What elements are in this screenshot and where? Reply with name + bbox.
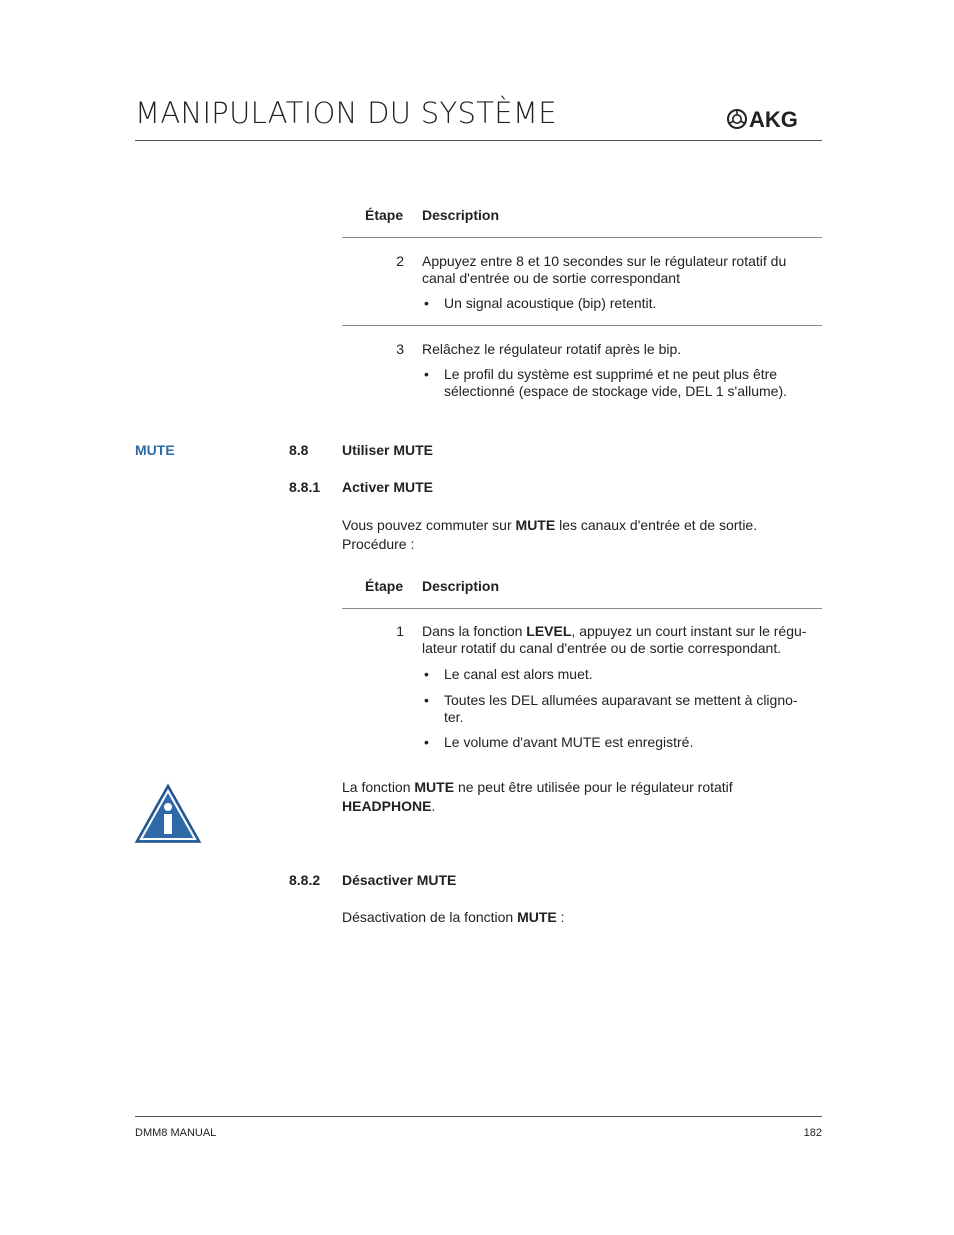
table1-header-description: Description bbox=[422, 207, 500, 223]
bullet-text: Un signal acoustique (bip) retentit. bbox=[444, 295, 657, 311]
intro-bold: MUTE bbox=[515, 517, 556, 533]
table2-header-step: Étape bbox=[365, 578, 404, 594]
bullet-text bbox=[444, 692, 798, 726]
note-bold: HEADPHONE bbox=[342, 798, 432, 814]
deactivate-paragraph bbox=[342, 909, 565, 926]
note-line bbox=[342, 778, 822, 797]
info-triangle-icon bbox=[134, 783, 202, 844]
note-text: La fonction bbox=[342, 779, 415, 795]
bullet-glyph: • bbox=[424, 734, 429, 750]
footer-rule bbox=[135, 1116, 822, 1117]
intro-text: les canaux d'entrée et de sortie. bbox=[555, 517, 758, 533]
intro-line-2: Procédure : bbox=[342, 536, 415, 552]
table2-header-description: Description bbox=[422, 578, 500, 594]
table1-header-rule bbox=[342, 237, 822, 238]
akg-logo bbox=[727, 106, 825, 132]
note-paragraph bbox=[342, 778, 822, 816]
table1-step-description bbox=[422, 253, 822, 287]
table1-row-rule bbox=[342, 325, 822, 326]
subsection-number: 8.8.2 bbox=[289, 872, 321, 888]
bullet-line: Toutes les DEL allumées auparavant se mettent à cligno- bbox=[444, 692, 798, 708]
bullet-line: Le profil du système est supprimé et ne peut plus être bbox=[444, 366, 778, 382]
deactivate-text: Désactivation de la fonction bbox=[342, 909, 518, 925]
bullet-glyph: • bbox=[424, 366, 429, 382]
step-bold: LEVEL bbox=[526, 623, 572, 639]
bullet-glyph: • bbox=[424, 295, 429, 311]
bullet-glyph: • bbox=[424, 666, 429, 682]
section-title: Utiliser MUTE bbox=[342, 442, 434, 458]
akg-logo-graphic bbox=[727, 106, 825, 132]
footer-page-number: 182 bbox=[803, 1127, 822, 1139]
bullet-text bbox=[444, 366, 787, 400]
step-line bbox=[422, 623, 822, 640]
step-text: , appuyez un court instant sur le régu- bbox=[571, 623, 807, 639]
subsection-title: Désactiver MUTE bbox=[342, 872, 457, 888]
table1-step-number: 2 bbox=[396, 253, 404, 269]
table1-step-number: 3 bbox=[396, 341, 404, 357]
table1-header-step: Étape bbox=[365, 207, 404, 223]
table2-header-rule bbox=[342, 608, 822, 609]
deactivate-bold: MUTE bbox=[517, 909, 557, 925]
step-line: canal d'entrée ou de sortie correspondant bbox=[422, 270, 680, 286]
bullet-glyph: • bbox=[424, 692, 429, 708]
note-bold: MUTE bbox=[414, 779, 455, 795]
intro-line bbox=[342, 516, 822, 535]
subsection-title: Activer MUTE bbox=[342, 479, 434, 495]
side-label-mute: MUTE bbox=[135, 442, 175, 458]
akg-logo-text: AKG bbox=[749, 107, 798, 132]
step-text: Dans la fonction bbox=[422, 623, 527, 639]
header-rule bbox=[135, 140, 822, 141]
table2-step-description bbox=[422, 623, 822, 657]
footer-manual-name: DMM8 MANUAL bbox=[135, 1127, 217, 1139]
info-icon bbox=[134, 783, 202, 844]
bullet-text: Le volume d'avant MUTE est enregistré. bbox=[444, 734, 694, 750]
table1-step-description: Relâchez le régulateur rotatif après le bip. bbox=[422, 341, 682, 357]
step-line: Appuyez entre 8 et 10 secondes sur le régulateur rotatif du bbox=[422, 253, 787, 269]
page-title: MANIPULATION DU SYSTÈME bbox=[135, 96, 557, 130]
note-text: . bbox=[431, 798, 436, 814]
intro-text: Vous pouvez commuter sur bbox=[342, 517, 516, 533]
subsection-number: 8.8.1 bbox=[289, 479, 321, 495]
intro-paragraph bbox=[342, 516, 822, 554]
note-text: ne peut être utilisée pour le régulateur rotatif bbox=[454, 779, 733, 795]
bullet-line: ter. bbox=[444, 709, 464, 725]
bullet-text: Le canal est alors muet. bbox=[444, 666, 593, 682]
table2-step-number: 1 bbox=[396, 623, 404, 639]
note-line-2 bbox=[342, 797, 822, 816]
step-line: lateur rotatif du canal d'entrée ou de sortie correspondant. bbox=[422, 640, 782, 656]
bullet-line: sélectionné (espace de stockage vide, DEL 1 s'allume). bbox=[444, 383, 788, 399]
section-number: 8.8 bbox=[289, 442, 309, 458]
deactivate-text: : bbox=[556, 909, 565, 925]
